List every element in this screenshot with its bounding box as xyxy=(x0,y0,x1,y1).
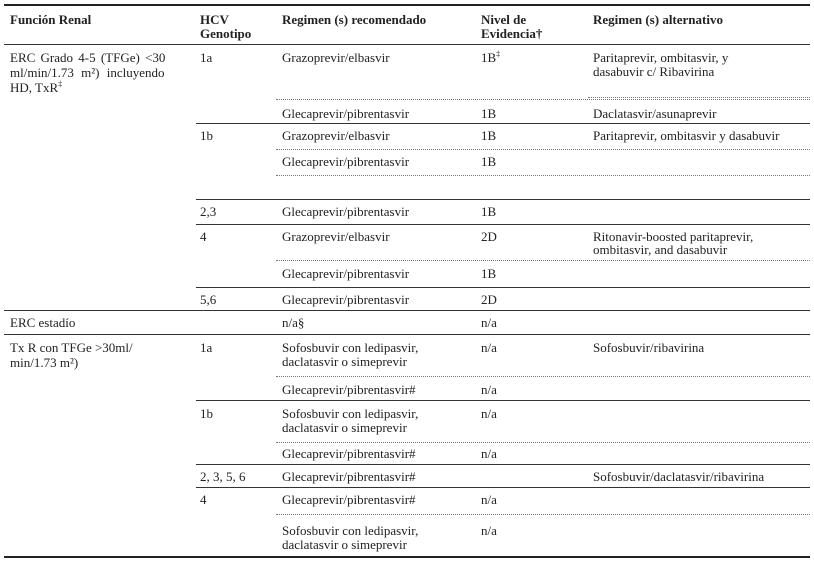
recomendado-grazo: Grazoprevir/elbasvir xyxy=(282,229,390,244)
section-rule xyxy=(4,310,810,311)
nivel-value: n/a xyxy=(481,340,497,355)
row-divider xyxy=(276,99,810,100)
nivel-value: n/a xyxy=(481,523,497,538)
genotipo-2-3: 2,3 xyxy=(200,204,217,219)
recomendado-gleca: Glecaprevir/pibrentasvir xyxy=(282,154,410,169)
row-divider xyxy=(276,260,810,261)
nivel-value: 1B xyxy=(481,204,497,219)
nivel-value: n/a xyxy=(481,492,497,507)
recomendado-gleca: Glecaprevir/pibrentasvir xyxy=(282,292,410,307)
row-divider xyxy=(196,199,810,200)
recomendado-grazo: Grazoprevir/elbasvir xyxy=(282,128,390,143)
funcion-erc45-line3 xyxy=(10,80,62,95)
nivel-value: 1B xyxy=(481,106,497,121)
alternativo-1a-line1: Paritaprevir, ombitasvir, y xyxy=(593,50,729,65)
nivel-value: 1B xyxy=(481,154,497,169)
nivel-value: n/a xyxy=(481,446,497,461)
nivel-value: 2D xyxy=(481,292,497,307)
row-divider xyxy=(276,376,810,377)
row-divider xyxy=(196,123,810,124)
recomendado-gleca: Glecaprevir/pibrentasvir xyxy=(282,106,410,121)
row-divider xyxy=(196,224,810,225)
recomendado-gleca-hash: Glecaprevir/pibrentasvir# xyxy=(282,446,416,461)
row-divider xyxy=(196,464,810,465)
genotipo-2-3-5-6: 2, 3, 5, 6 xyxy=(200,469,246,484)
renal-regimen-table xyxy=(4,4,810,559)
recomendado-gleca-hash: Glecaprevir/pibrentasvir# xyxy=(282,382,416,397)
nivel-value: 1B xyxy=(481,266,497,281)
nivel-value: n/a xyxy=(481,382,497,397)
recomendado-sofos-line2: daclatasvir o simeprevir xyxy=(282,420,407,435)
alternativo-1b: Paritaprevir, ombitasvir y dasabuvir xyxy=(593,128,780,143)
funcion-txr-line2: min/1.73 m²) xyxy=(10,355,79,370)
alternativo-4-line2: ombitasvir, and dasabuvir xyxy=(593,242,728,257)
alternativo-txr-1a: Sofosbuvir/ribavirina xyxy=(593,340,705,355)
funcion-txr-line1: Tx R con TFGe >30ml/ xyxy=(10,340,133,355)
recomendado-grazo: Grazoprevir/elbasvir xyxy=(282,50,390,65)
funcion-erc-estadio: ERC estadío xyxy=(10,315,76,330)
row-divider xyxy=(196,487,810,488)
recomendado-sofos-line1: Sofosbuvir con ledipasvir, xyxy=(282,406,419,421)
recomendado-gleca: Glecaprevir/pibrentasvir xyxy=(282,204,410,219)
funcion-erc45-line2: ml/min/1.73 m²) incluyendo xyxy=(10,65,165,80)
double-dagger-mark: ‡ xyxy=(58,79,63,89)
recomendado-sofos-line1: Sofosbuvir con ledipasvir, xyxy=(282,523,419,538)
double-dagger-mark: ‡ xyxy=(496,49,501,59)
nivel-value: 1B xyxy=(481,50,497,65)
genotipo-4: 4 xyxy=(200,229,207,244)
funcion-erc45-line1: ERC Grado 4-5 (TFGe) <30 xyxy=(10,50,166,65)
genotipo-1a: 1a xyxy=(200,50,213,65)
row-divider xyxy=(276,149,810,150)
row-divider xyxy=(276,514,810,515)
header-genotipo-line2: Genotipo xyxy=(200,26,252,41)
nivel-value: n/a xyxy=(481,315,497,330)
genotipo-1b: 1b xyxy=(200,128,213,143)
header-bottom-rule xyxy=(4,44,810,45)
recomendado-gleca-hash: Glecaprevir/pibrentasvir# xyxy=(282,469,416,484)
recomendado-sofos-line2: daclatasvir o simeprevir xyxy=(282,537,407,552)
alternativo-1a-line2: dasabuvir c/ Ribavirina xyxy=(593,64,715,79)
nivel-1b-sup xyxy=(481,50,500,65)
row-divider xyxy=(276,175,810,176)
header-genotipo-line1: HCV xyxy=(200,12,229,27)
header-regimen-alternativo: Regimen (s) alternativo xyxy=(593,12,723,27)
row-divider xyxy=(196,400,810,401)
recomendado-sofos-line2: daclatasvir o simeprevir xyxy=(282,354,407,369)
table-top-rule xyxy=(4,4,810,6)
recomendado-gleca-hash: Glecaprevir/pibrentasvir# xyxy=(282,492,416,507)
recomendado-gleca: Glecaprevir/pibrentasvir xyxy=(282,266,410,281)
nivel-value: n/a xyxy=(481,406,497,421)
table-bottom-rule xyxy=(4,556,810,558)
header-regimen-recomendado: Regimen (s) recomendado xyxy=(282,12,427,27)
row-divider xyxy=(588,97,810,98)
genotipo-4: 4 xyxy=(200,492,207,507)
alternativo-4-line1: Ritonavir-boosted paritaprevir, xyxy=(593,229,754,244)
header-funcion-renal: Función Renal xyxy=(10,12,92,27)
nivel-value: 2D xyxy=(481,229,497,244)
genotipo-1a: 1a xyxy=(200,340,213,355)
header-nivel-line1: Nivel de xyxy=(481,12,527,27)
funcion-erc45-line3-text: HD, TxR xyxy=(10,80,59,95)
nivel-value: 1B xyxy=(481,128,497,143)
genotipo-5-6: 5,6 xyxy=(200,292,217,307)
section-rule xyxy=(4,334,810,335)
alternativo-dacla: Daclatasvir/asunaprevir xyxy=(593,106,717,121)
recomendado-sofos-line1: Sofosbuvir con ledipasvir, xyxy=(282,340,419,355)
header-nivel-line2: Evidencia† xyxy=(481,26,543,41)
recomendado-na: n/a§ xyxy=(282,315,305,330)
genotipo-1b: 1b xyxy=(200,406,213,421)
alternativo-txr-2356: Sofosbuvir/daclatasvir/ribavirina xyxy=(593,469,765,484)
row-divider xyxy=(276,442,810,443)
row-divider xyxy=(196,287,810,288)
